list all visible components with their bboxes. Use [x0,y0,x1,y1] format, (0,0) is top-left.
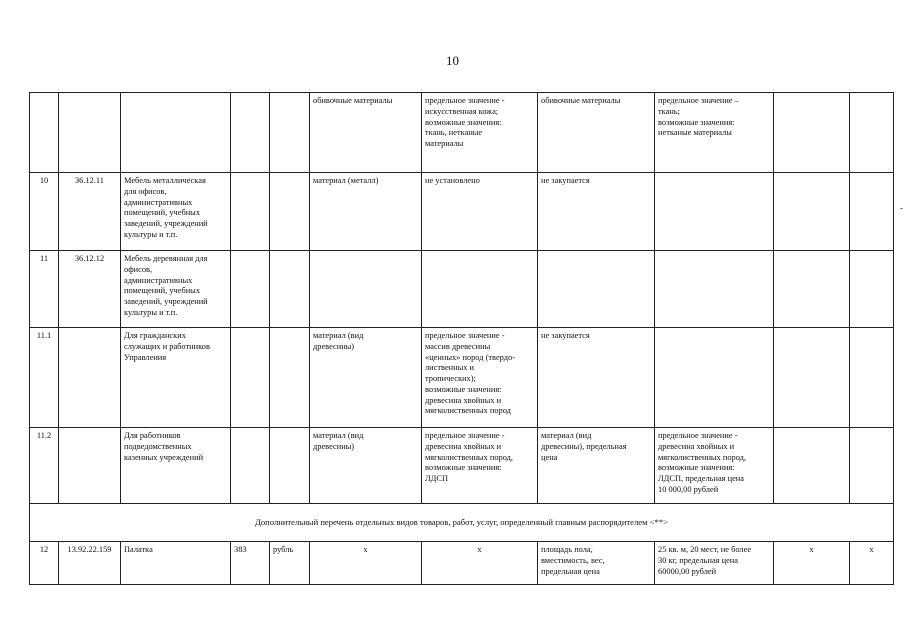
unit-name [270,93,310,173]
value-approved [422,251,538,328]
value-body [655,251,774,328]
unit-code [231,428,270,504]
item-name: Для гражданских служащих и работников Управления [121,328,231,428]
scan-artifact [900,208,903,209]
characteristic-approved: обивочные материалы [310,93,422,173]
justification-cell [774,251,850,328]
item-name: Палатка [121,542,231,585]
table-row [30,93,894,173]
characteristic-approved: материал (металл) [310,173,422,251]
additional-list-banner: Дополнительный перечень отдельных видов товаров, работ, услуг, определенный главным распорядителем <**> [30,504,894,542]
value-approved: предельное значение - искусственная кожа; возможные значения: ткань, нетканые материалы [422,93,538,173]
row-number: 11 [30,251,59,328]
value-approved: x [422,542,538,585]
additional-list-banner-row [30,504,894,542]
value-body [655,173,774,251]
item-name: Мебель деревянная для офисов, административных помещений, учебных заведений, учреждений культуры и т.п. [121,251,231,328]
row-number [30,93,59,173]
justification-cell: x [774,542,850,585]
table-row [30,328,894,428]
okpd-code [59,93,121,173]
unit-code [231,328,270,428]
justification-cell [774,173,850,251]
table-row [30,173,894,251]
page-number: 10 [446,53,459,68]
characteristic-approved: материал (вид древесины) [310,328,422,428]
value-approved: предельное значение - массив древесины «ценных» пород (твердо- лиственных и тропических); возможные значения: древесина хвойных и мягколиственных пород [422,328,538,428]
characteristic-body: не закупается [538,328,655,428]
value-approved: не установлено [422,173,538,251]
value-body: предельное значение - древесина хвойных и мягколиственных пород, возможные значения: ЛДСП, предельная цена 10 000,00 рублей [655,428,774,504]
okpd-code: 36.12.11 [59,173,121,251]
row-number: 11.2 [30,428,59,504]
goods-requirements-table [29,92,894,585]
characteristic-body: не закупается [538,173,655,251]
value-body: предельное значение – ткань; возможные значения: нетканые материалы [655,93,774,173]
characteristic-approved: x [310,542,422,585]
characteristic-body [538,251,655,328]
unit-name [270,251,310,328]
item-name: Для работников подведомственных казенных учреждений [121,428,231,504]
function-cell [850,251,894,328]
function-cell [850,93,894,173]
characteristic-body: материал (вид древесины), предельная цена [538,428,655,504]
item-name: Мебель металлическая для офисов, административных помещений, учебных заведений, учреждений культуры и т.п. [121,173,231,251]
characteristic-approved [310,251,422,328]
unit-name: рубль [270,542,310,585]
value-approved: предельное значение - древесина хвойных и мягколиственных пород, возможные значения: ЛДСП [422,428,538,504]
justification-cell [774,93,850,173]
unit-name [270,173,310,251]
table-row [30,428,894,504]
function-cell: x [850,542,894,585]
okpd-code [59,428,121,504]
okpd-code [59,328,121,428]
characteristic-body: площадь пола, вместимость, вес, предельная цена [538,542,655,585]
function-cell [850,328,894,428]
unit-name [270,428,310,504]
row-number: 11.1 [30,328,59,428]
value-body: 25 кв. м, 20 мест, не более 30 кг, предельная цена 60000,00 рублей [655,542,774,585]
item-name [121,93,231,173]
justification-cell [774,328,850,428]
row-number: 10 [30,173,59,251]
function-cell [850,173,894,251]
table-row [30,542,894,585]
value-body [655,328,774,428]
function-cell [850,428,894,504]
characteristic-body: обивочные материалы [538,93,655,173]
okpd-code: 13.92.22.159 [59,542,121,585]
unit-name [270,328,310,428]
row-number: 12 [30,542,59,585]
unit-code [231,173,270,251]
unit-code: 383 [231,542,270,585]
unit-code [231,251,270,328]
justification-cell [774,428,850,504]
table-row [30,251,894,328]
okpd-code: 36.12.12 [59,251,121,328]
unit-code [231,93,270,173]
characteristic-approved: материал (вид древесины) [310,428,422,504]
